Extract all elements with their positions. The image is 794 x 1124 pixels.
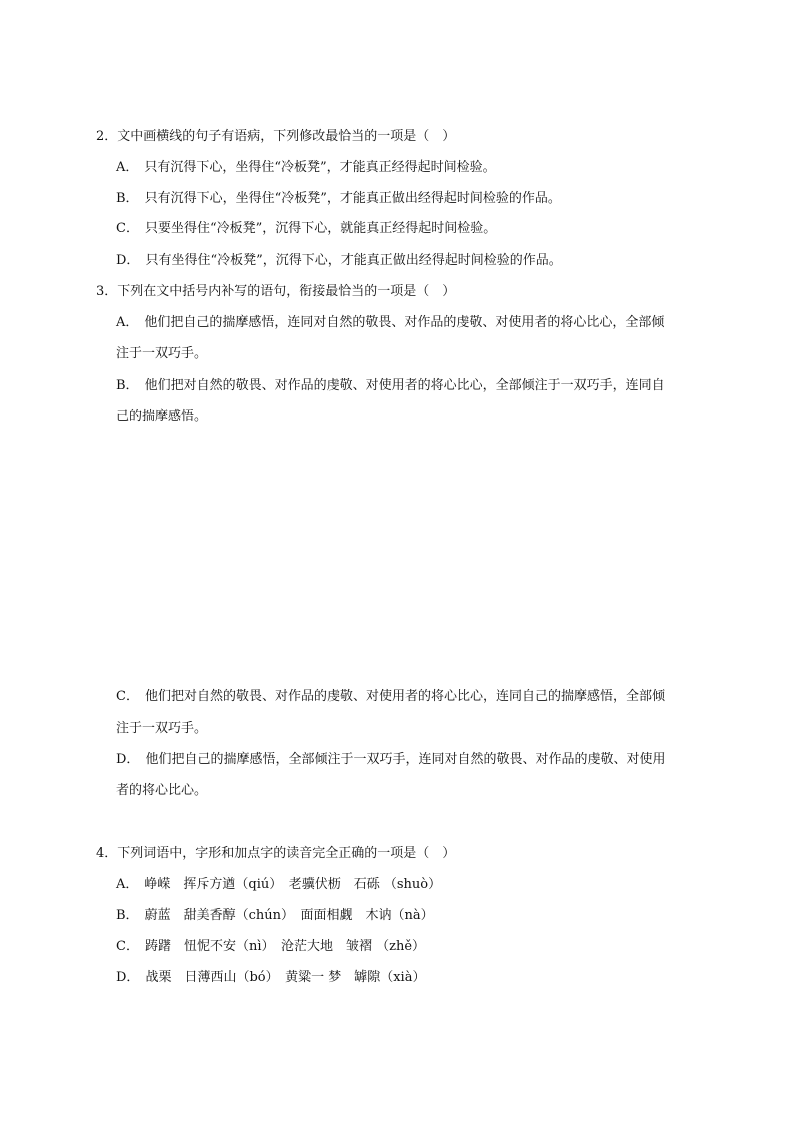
- option-text: 他们把对自然的敬畏、对作品的虔敬、对使用者的将心比心，全部倾注于一双巧手，连同自: [144, 378, 665, 393]
- option-text: 只有沉得下心，坐得住“冷板凳”，才能真正经得起时间检验。: [144, 160, 496, 175]
- question-4-option-d[interactable]: [116, 969, 425, 987]
- question-number: 3．: [96, 284, 118, 299]
- option-letter: D．: [116, 752, 140, 767]
- question-text: 下列在文中括号内补写的语句，衔接最恰当的一项是（ ）: [117, 284, 456, 299]
- option-letter: B．: [116, 191, 139, 206]
- question-4-option-a[interactable]: [116, 876, 441, 894]
- option-letter: D．: [116, 253, 140, 268]
- option-text: 战栗 日薄西山（bó） 黄粱一 梦 罅隙（xià）: [145, 970, 426, 985]
- option-letter: A．: [116, 160, 139, 175]
- option-text: 只要坐得住“冷板凳”，沉得下心，就能真正经得起时间检验。: [144, 221, 497, 236]
- option-text: 只有沉得下心，坐得住“冷板凳”，才能真正做出经得起时间检验的作品。: [144, 191, 561, 206]
- question-text: 下列词语中，字形和加点字的读音完全正确的一项是（ ）: [117, 846, 456, 861]
- question-text: 文中画横线的句子有语病，下列修改最恰当的一项是（ ）: [117, 129, 456, 144]
- option-text: 蔚蓝 甜美香醇（chún） 面面相觑 木讷（nà）: [144, 908, 434, 923]
- question-3-option-a[interactable]: [116, 314, 664, 332]
- question-3-option-c[interactable]: [116, 688, 665, 706]
- option-text: 者的将心比心。: [116, 783, 208, 798]
- option-letter: C．: [116, 939, 139, 954]
- question-3-option-b-continued: [116, 408, 207, 426]
- option-letter: C．: [116, 221, 139, 236]
- question-2-option-c[interactable]: [116, 220, 496, 238]
- question-3-option-c-continued: [116, 720, 207, 738]
- question-3: [96, 283, 455, 301]
- option-letter: B．: [116, 908, 139, 923]
- option-text: 己的揣摩感悟。: [116, 409, 208, 424]
- option-text: 他们把对自然的敬畏、对作品的虔敬、对使用者的将心比心，连同自己的揣摩感悟，全部倾: [144, 689, 665, 704]
- question-2-option-a[interactable]: [116, 159, 496, 177]
- question-2-option-d[interactable]: [116, 252, 562, 270]
- option-text: 峥嵘 挥斥方遒（qiú） 老骥伏枥 石砾 （shuò）: [144, 877, 442, 892]
- question-4: [96, 845, 455, 863]
- question-4-option-b[interactable]: [116, 907, 434, 925]
- question-number: 2．: [96, 129, 118, 144]
- question-2: [96, 128, 455, 146]
- option-text: 他们把自己的揣摩感悟，全部倾注于一双巧手，连同对自然的敬畏、对作品的虔敬、对使用: [145, 752, 666, 767]
- option-letter: C．: [116, 689, 139, 704]
- question-3-option-d-continued: [116, 782, 207, 800]
- question-2-option-b[interactable]: [116, 190, 561, 208]
- option-letter: B．: [116, 378, 139, 393]
- option-text: 只有坐得住“冷板凳”，沉得下心，才能真正做出经得起时间检验的作品。: [145, 253, 562, 268]
- option-letter: D．: [116, 970, 140, 985]
- option-text: 他们把自己的揣摩感悟，连同对自然的敬畏、对作品的虔敬、对使用者的将心比心，全部倾: [144, 315, 665, 330]
- question-4-option-c[interactable]: [116, 938, 425, 956]
- question-3-option-a-continued: [116, 345, 207, 363]
- question-3-option-d[interactable]: [116, 751, 665, 769]
- question-number: 4．: [96, 846, 118, 861]
- option-letter: A．: [116, 877, 139, 892]
- option-text: 注于一双巧手。: [116, 721, 208, 736]
- option-text: 注于一双巧手。: [116, 346, 208, 361]
- question-3-option-b[interactable]: [116, 377, 665, 395]
- option-letter: A．: [116, 315, 139, 330]
- option-text: 踌躇 忸怩不安（nì） 沧茫大地 皱褶 （zhě）: [144, 939, 426, 954]
